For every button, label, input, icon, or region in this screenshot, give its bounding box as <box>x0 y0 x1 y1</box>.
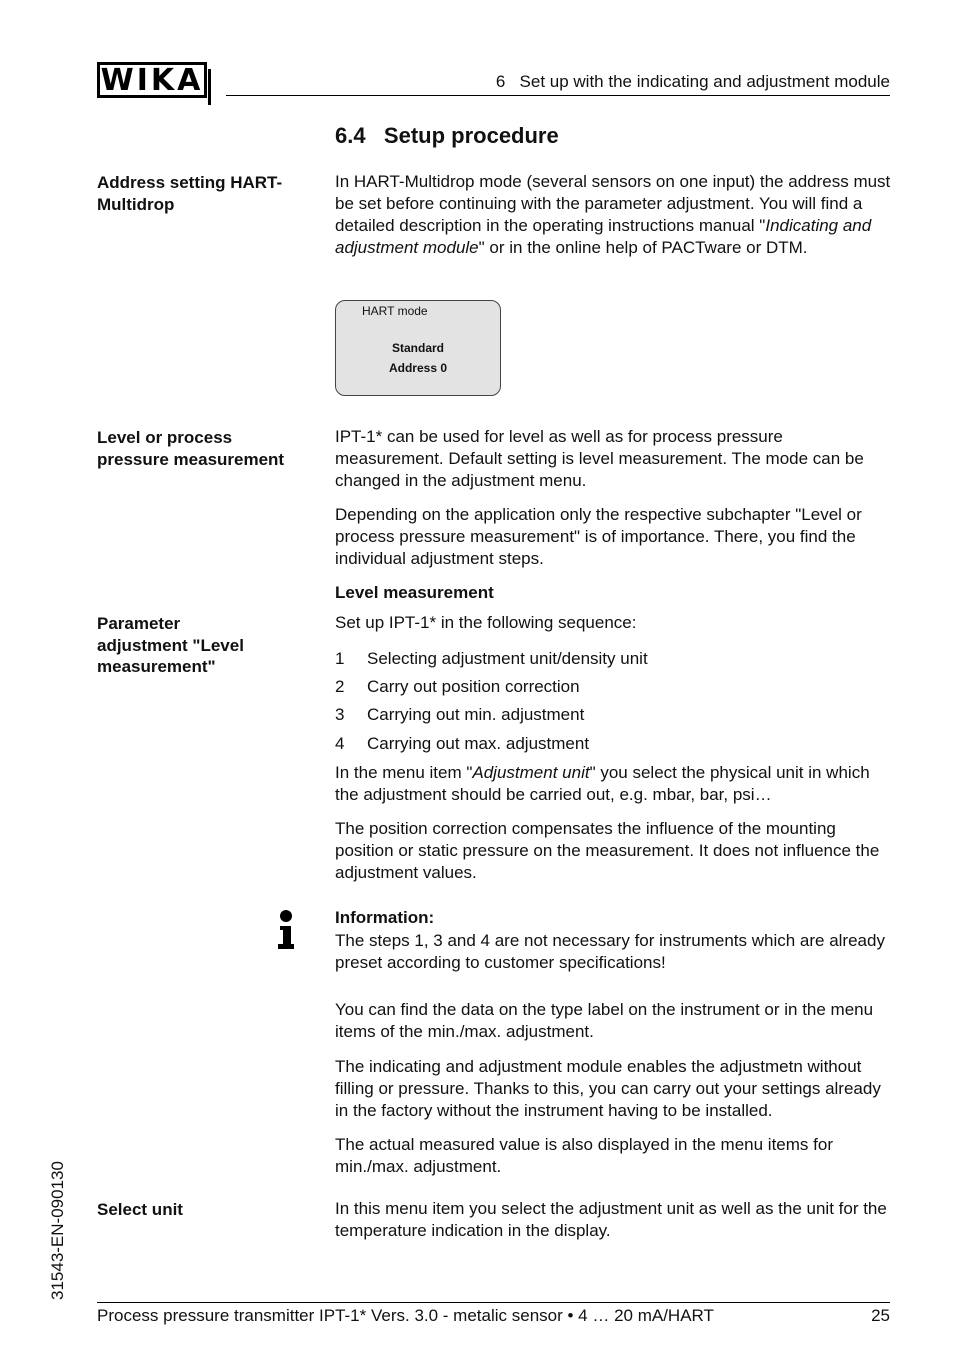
adjustment-unit-text-b: " you select the physical unit in which the adjustment should be carried out, e.g. mbar, bar, psi… <box>335 763 870 804</box>
sequence-intro: Set up IPT-1* in the following sequence: <box>335 613 637 632</box>
address-text-b: " or in the online help of PACTware or DTM. <box>478 238 808 257</box>
sidebar-heading-level-process: Level or process pressure measurement <box>97 428 285 469</box>
display-line-standard: Standard <box>391 341 444 355</box>
page-number: 25 <box>871 1306 890 1325</box>
information-text: The steps 1, 3 and 4 are not necessary for instruments which are already preset according to customer specifications! <box>335 931 885 972</box>
header-divider <box>226 95 890 96</box>
adjustment-unit-text-italic: Adjustment unit <box>472 763 590 782</box>
document-code: 31543-EN-090130 <box>48 1161 67 1300</box>
address-text-italic: Indicating and adjustment module <box>335 216 872 257</box>
measured-value-paragraph: The actual measured value is also displayed in the menu items for min./max. adjustment. <box>335 1135 833 1176</box>
select-unit-paragraph: In this menu item you select the adjustment unit as well as the unit for the temperature indication in the display. <box>335 1199 887 1240</box>
address-text-a: In HART-Multidrop mode (several sensors on one input) the address must be set before continuing with the parameter adjustment. You will find a detailed description in the operating instructions manual " <box>335 172 891 235</box>
footer-divider <box>97 1302 890 1303</box>
information-title: Information: <box>335 908 435 927</box>
module-paragraph: The indicating and adjustment module enables the adjustmetn without filling or pressure. Thanks to this, you can carry out your settings already in the factory without the instrument having to be installed. <box>335 1057 881 1120</box>
level-measurement-heading: Level measurement <box>335 583 494 602</box>
address-paragraph <box>335 171 895 259</box>
display-screen <box>335 300 501 396</box>
type-label-paragraph: You can find the data on the type label on the instrument or in the menu items of the min./max. adjustment. <box>335 1000 874 1041</box>
wika-logo: WIKA <box>97 62 207 98</box>
level-paragraph-2: Depending on the application only the respective subchapter "Level or process pressure measurement" is of importance. There, you find the individual adjustment steps. <box>335 505 862 568</box>
step-text: Carry out position correction <box>367 677 580 696</box>
sidebar-heading-address: Address setting HART-Multidrop <box>97 173 283 214</box>
chapter-title: 6 Set up with the indicating and adjustment module <box>495 72 890 91</box>
step-text: Carrying out min. adjustment <box>367 705 585 724</box>
information-icon <box>276 910 296 952</box>
step-text: Selecting adjustment unit/density unit <box>367 649 648 668</box>
display-mode-label: HART mode <box>362 304 428 318</box>
sidebar-heading-parameter: Parameter adjustment "Level measurement" <box>97 614 244 676</box>
display-line-address: Address 0 <box>388 361 448 375</box>
position-correction-paragraph: The position correction compensates the influence of the mounting position or static pressure on the measurement. It does not influence the adjustment values. <box>335 819 880 882</box>
sidebar-heading-select-unit: Select unit <box>97 1200 183 1219</box>
step-text: Carrying out max. adjustment <box>367 734 590 753</box>
step-number: 2 <box>335 677 345 696</box>
adjustment-unit-paragraph <box>335 762 895 806</box>
level-paragraph-1: IPT-1* can be used for level as well as for process pressure measurement. Default setting is level measurement. The mode can be changed in the adjustment menu. <box>335 427 864 490</box>
step-number: 3 <box>335 705 345 724</box>
section-title: 6.4 Setup procedure <box>335 123 559 148</box>
step-number: 4 <box>335 734 345 753</box>
step-number: 1 <box>335 649 345 668</box>
adjustment-unit-text-a: In the menu item " <box>335 763 473 782</box>
footer-text: Process pressure transmitter IPT-1* Vers. 3.0 - metalic sensor • 4 … 20 mA/HART <box>97 1306 714 1325</box>
